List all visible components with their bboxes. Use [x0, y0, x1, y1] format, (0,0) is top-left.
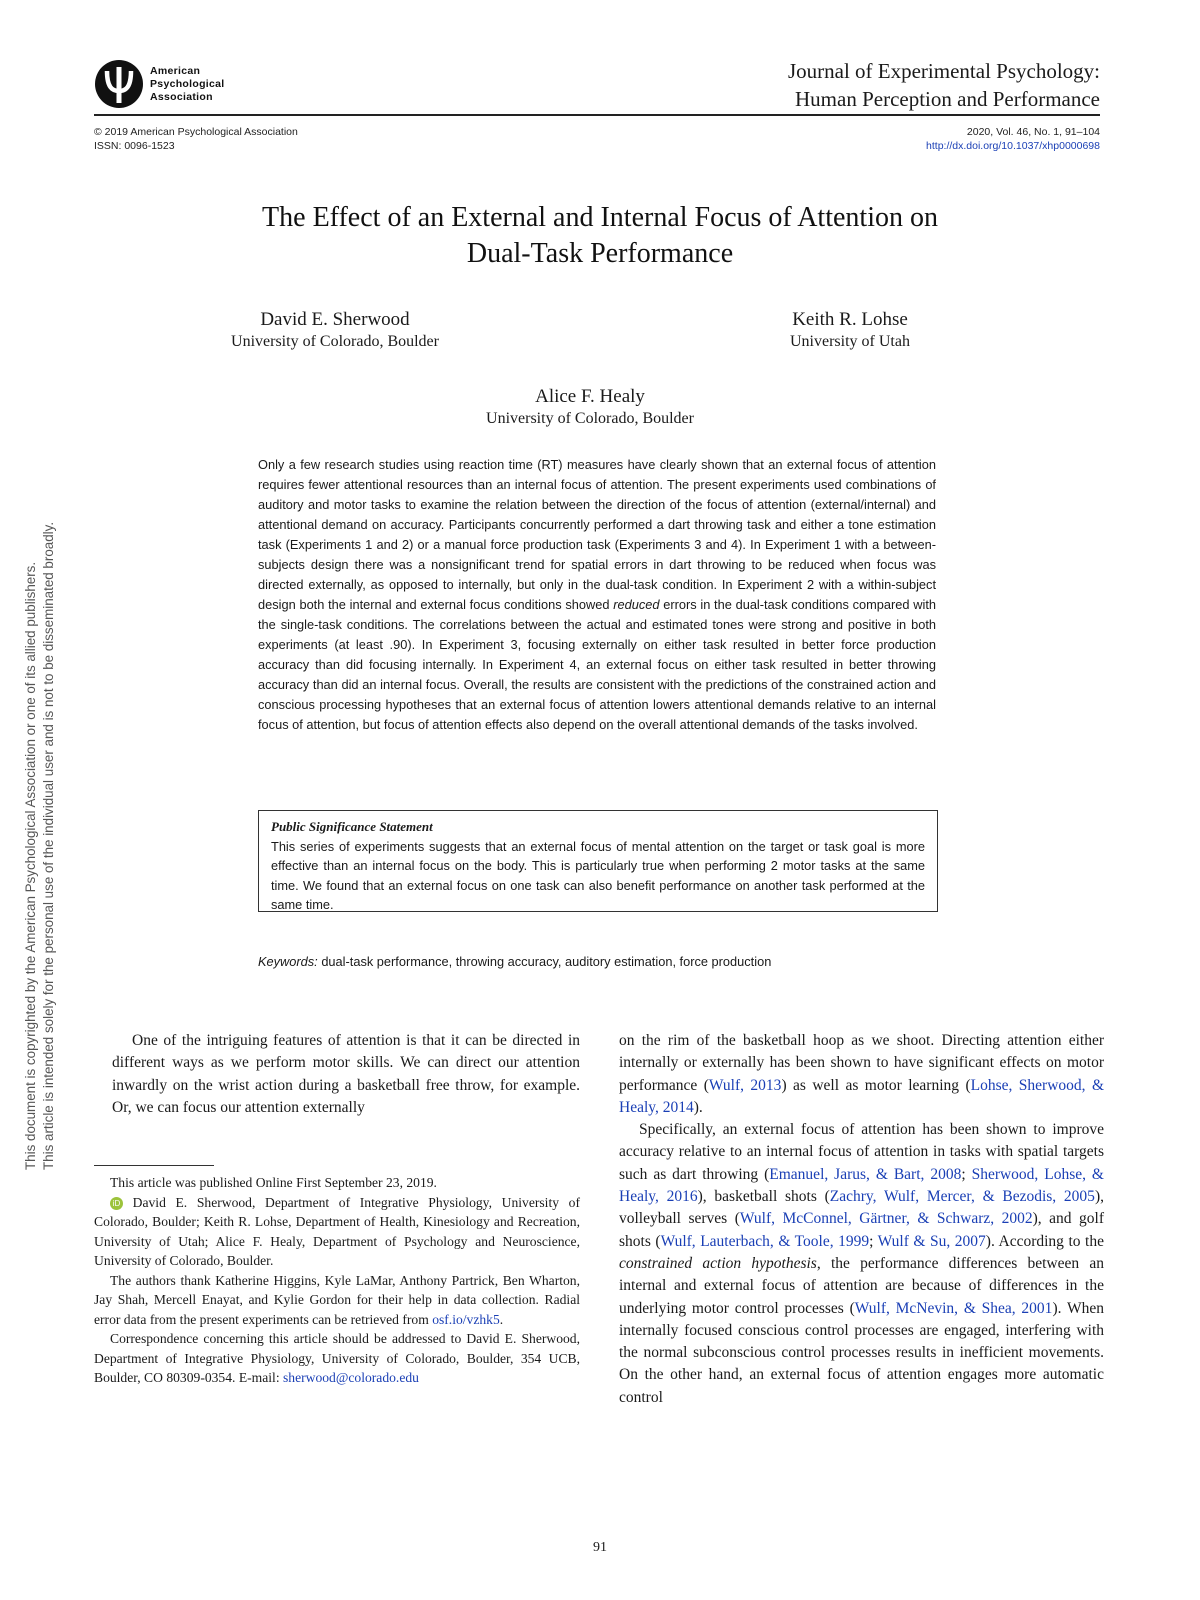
- body-text: ) as well as motor learning (: [781, 1076, 971, 1094]
- footnote-text: David E. Sherwood, Department of Integrative Physiology, University of Colorado, Boulder; Keith R. Lohse, Department of Health, Kinesiology and Recreation, University of Utah; Alice F. Healy, Department of Psychology and Neuroscience, University of Colorado, Boulder.: [94, 1194, 580, 1268]
- org-name: [150, 65, 225, 104]
- copyright: © 2019 American Psychological Association: [94, 126, 298, 138]
- footnote-affiliations: [94, 1193, 580, 1271]
- body-paragraph: One of the intriguing features of attention is that it can be directed in different ways as we perform motor skills. We can direct our attention inwardly on the wrist action during a basketball free throw, for example. Or, we can focus our attention externally: [112, 1032, 580, 1116]
- body-text: ;: [961, 1165, 972, 1183]
- side-note-line-2: This article is intended solely for the personal use of the individual user and is not to be disseminated broadly.: [41, 521, 56, 1170]
- copyright-side-note: [22, 410, 58, 1170]
- author-block: [200, 308, 470, 352]
- footnote-text: .: [499, 1311, 504, 1327]
- citation-link[interactable]: Emanuel, Jarus, & Bart, 2008: [769, 1165, 962, 1183]
- footnote-divider: [94, 1165, 214, 1166]
- author-name: Alice F. Healy: [535, 386, 645, 407]
- org-line-1: American: [150, 65, 201, 77]
- journal-title: [788, 57, 1100, 113]
- author-affiliation: University of Colorado, Boulder: [486, 410, 694, 427]
- copyright-block: [94, 125, 298, 153]
- abstract-text: Only a few research studies using reaction time (RT) measures have clearly shown that an external focus of attention requires fewer attentional resources than an internal focus of attention. The present experiments used combinations of auditory and motor tasks to examine the relation between the direction of the focus of attention (external/internal) and attentional demand on accuracy. Participants concurrently performed a dart throwing task and either a tone estimation task (Experiments 1 and 2) or a manual force production task (Experiments 3 and 4). In Experiment 1 with a between-subjects design there was a nonsignificant trend for spatial errors in dart throwing to be reduced when focus was directed externally, as opposed to internally, but only in the dual-task condition. In Experiment 2 with a within-subject design both the internal and external focus conditions showed: [258, 457, 936, 612]
- significance-heading: Public Significance Statement: [271, 819, 433, 834]
- body-emphasis: constrained action hypothesis: [619, 1254, 817, 1272]
- citation-block: [926, 125, 1100, 153]
- orcid-icon[interactable]: iD: [110, 1197, 123, 1210]
- significance-text: This series of experiments suggests that an external focus of mental attention on the target or task goal is more effective than an internal focus on the body. This is particularly true when performing 2 motor tasks at the same time. We found that an external focus on one task can also benefit performance on another task performed at the same time.: [271, 838, 925, 912]
- doi-link[interactable]: http://dx.doi.org/10.1037/xhp0000698: [926, 140, 1100, 152]
- title-line-2: Dual-Task Performance: [466, 238, 734, 269]
- body-text: ), and golf shots (: [619, 1210, 1105, 1250]
- body-text: on the rim of the basketball hoop as we shoot. Directing attention either internally or externally has been shown to have significant effects on motor performance (: [619, 1032, 1104, 1094]
- body-left-column: [112, 1030, 580, 1119]
- body-paragraph: [619, 1119, 1104, 1409]
- abstract-text: errors in the dual-task conditions compared with the single-task conditions. The correlations between the actual and estimated tones were strong and positive in both experiments (at least .90). In Experiment 3, focusing externally on either task resulted in better force production accuracy than did focusing internally. In Experiment 4, an external focus on either task resulted in better throwing accuracy than did an internal focus. Overall, the results are consistent with the predictions of the constrained action and conscious processing hypotheses that an external focus of attention lowers attentional demands relative to an internal focus of attention, but focus of attention effects also depend on the overall attentional demands of the tasks involved.: [258, 597, 937, 732]
- body-text: Specifically, an external focus of attention has been shown to improve accuracy relative to an internal focus of attention in tasks with spatial targets such as dart throwing (: [619, 1121, 1104, 1183]
- author-block: [740, 308, 960, 352]
- citation-link[interactable]: Wulf, 2013: [708, 1076, 782, 1094]
- body-text: ), volleyball serves (: [619, 1188, 1104, 1228]
- citation-link[interactable]: Lohse, Sherwood, & Healy, 2014: [619, 1076, 1104, 1116]
- author-affiliation: University of Utah: [790, 333, 910, 350]
- body-text: ). When internally focused conscious control processes are engaged, interfering with the normal subconscious control processes results in inefficient movements. On the other hand, an external focus of attention engages more automatic control: [619, 1299, 1104, 1406]
- article-title: [100, 200, 1100, 272]
- keywords-label: Keywords:: [258, 954, 318, 969]
- org-line-3: Association: [150, 91, 213, 103]
- citation-link[interactable]: Wulf, McNevin, & Shea, 2001: [854, 1299, 1053, 1317]
- footnote-thanks: [94, 1271, 580, 1330]
- keywords: [258, 953, 938, 971]
- citation-link[interactable]: Zachry, Wulf, Mercer, & Bezodis, 2005: [829, 1188, 1095, 1206]
- issn: ISSN: 0096-1523: [94, 140, 175, 152]
- side-note-line-1: This document is copyrighted by the American Psychological Association or one of its allied publishers.: [23, 561, 38, 1170]
- abstract: [258, 455, 936, 735]
- body-text: ;: [869, 1232, 878, 1250]
- footnote-published: This article was published Online First September 23, 2019.: [110, 1175, 437, 1190]
- body-right-column: [619, 1030, 1104, 1409]
- apa-logo: [94, 59, 244, 109]
- footnote-text: The authors thank Katherine Higgins, Kyle LaMar, Anthony Partrick, Ben Wharton, Jay Shah, Mercell Enayat, and Kylie Gordon for their help in data collection. Radial error data from the present experiments can be retrieved from: [94, 1272, 580, 1327]
- email-link[interactable]: sherwood@colorado.edu: [283, 1370, 419, 1385]
- footnote-text: Correspondence concerning this article should be addressed to David E. Sherwood, Department of Integrative Physiology, University of Colorado, Boulder, 354 UCB, Boulder, CO 80309-0354. E-mail:: [94, 1331, 580, 1385]
- abstract-emphasis: reduced: [613, 597, 660, 612]
- volume-info: 2020, Vol. 46, No. 1, 91–104: [966, 126, 1100, 138]
- citation-link[interactable]: Sherwood, Lohse, & Healy, 2016: [619, 1165, 1104, 1206]
- author-name: David E. Sherwood: [260, 309, 410, 330]
- keywords-text: dual-task performance, throwing accuracy, auditory estimation, force production: [321, 954, 772, 969]
- citation-link[interactable]: Wulf & Su, 2007: [877, 1232, 986, 1250]
- citation-link[interactable]: Wulf, Lauterbach, & Toole, 1999: [660, 1232, 870, 1250]
- author-block: [400, 385, 780, 429]
- osf-link[interactable]: osf.io/vzhk5: [432, 1311, 500, 1327]
- public-significance-box: [258, 810, 938, 912]
- page-number: 91: [593, 1540, 607, 1555]
- journal-title-line-1: Journal of Experimental Psychology:: [787, 59, 1100, 83]
- journal-title-line-2: Human Perception and Performance: [795, 87, 1100, 111]
- footnote-correspondence: [94, 1329, 580, 1388]
- author-affiliation: University of Colorado, Boulder: [231, 333, 439, 350]
- body-text: , the performance differences between an internal and external focus of attention are because of differences in the underlying motor control processes (: [619, 1254, 1104, 1317]
- psi-logo-icon: [94, 59, 144, 109]
- author-name: Keith R. Lohse: [792, 309, 908, 330]
- header-divider: [94, 114, 1100, 116]
- citation-link[interactable]: Wulf, McConnel, Gärtner, & Schwarz, 2002: [739, 1210, 1033, 1228]
- title-line-1: The Effect of an External and Internal Focus of Attention on: [262, 202, 938, 233]
- body-text: ). According to the: [985, 1232, 1104, 1250]
- body-text: ).: [693, 1098, 703, 1116]
- org-line-2: Psychological: [150, 78, 225, 90]
- body-paragraph: [619, 1030, 1104, 1119]
- footnotes: [94, 1173, 580, 1388]
- body-text: ), basketball shots (: [697, 1188, 830, 1206]
